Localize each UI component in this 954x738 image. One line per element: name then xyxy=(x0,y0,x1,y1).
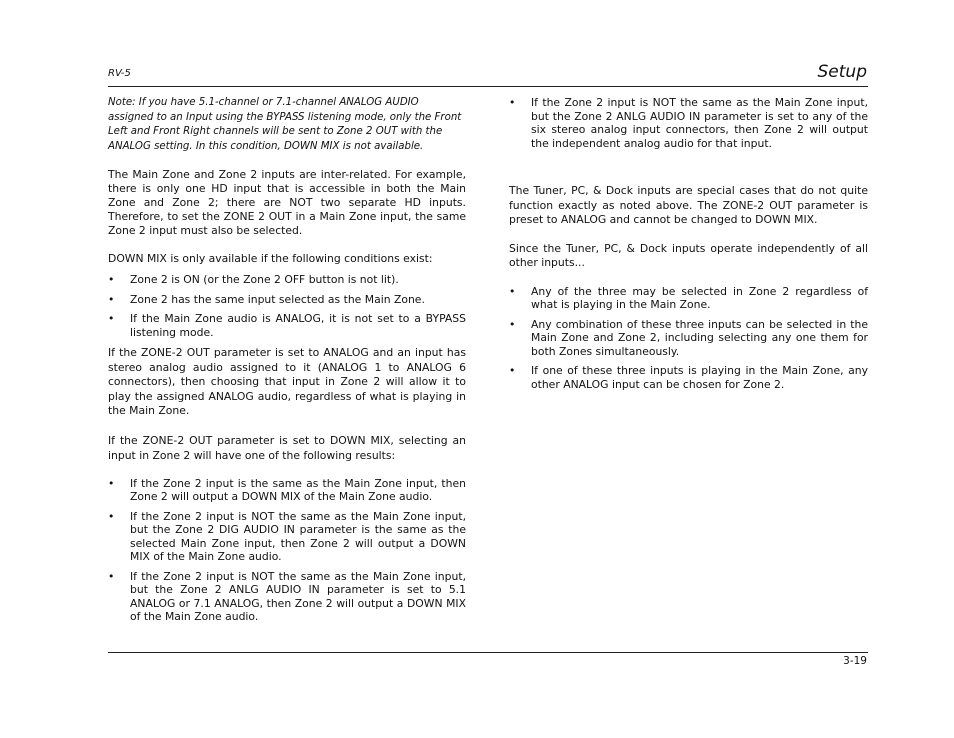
bullet-icon: • xyxy=(509,317,516,331)
list-item: • If the Zone 2 input is the same as the Main Zone input, then Zone 2 will output a DOWN MIX of the Main Zone audio. xyxy=(108,476,466,503)
bullet-icon: • xyxy=(509,96,516,109)
section-title: Setup xyxy=(817,62,867,82)
list-item: • Any of the three may be selected in Zone 2 regardless of what is playing in the Main Zone. xyxy=(509,284,868,311)
list-item: • If one of these three inputs is playing in the Main Zone, any other ANALOG input can be chosen for Zone 2. xyxy=(509,364,868,391)
downmix-conditions-list xyxy=(108,273,466,339)
list-item: • If the Main Zone audio is ANALOG, it is not set to a BYPASS listening mode. xyxy=(108,312,466,339)
bullet-icon: • xyxy=(108,273,115,286)
page-number: 3-19 xyxy=(843,655,867,667)
downmix-conditions-intro: DOWN MIX is only available if the following conditions exist: xyxy=(108,252,433,265)
list-item: • If the Zone 2 input is NOT the same as the Main Zone input, but the Zone 2 ANLG AUDIO IN parameter is set to 5.1 ANALOG or 7.1 ANALOG, then Zone 2 will output a DOWN MIX of the Main Zone audio. xyxy=(108,569,466,623)
manual-model-label: RV-5 xyxy=(108,68,131,79)
bullet-icon: • xyxy=(108,509,115,523)
list-item: • Any combination of these three inputs can be selected in the Main Zone and Zone 2, including selecting any one them for both Zones simultaneously. xyxy=(509,317,868,358)
list-item: • Zone 2 is ON (or the Zone 2 OFF button is not lit). xyxy=(108,273,399,286)
independent-inputs-paragraph: Since the Tuner, PC, & Dock inputs operate independently of all other inputs... xyxy=(509,241,868,269)
downmix-results-list xyxy=(108,477,466,624)
downmix-results-continued-list xyxy=(509,96,868,150)
analog-paragraph: If the ZONE-2 OUT parameter is set to ANALOG and an input has stereo analog audio assigned to it (ANALOG 1 to ANALOG 6 connectors), then choosing that input in Zone 2 will allow it to play the assigned ANALOG audio, regardless of what is playing in the Main Zone. xyxy=(108,346,466,417)
list-item: • If the Zone 2 input is NOT the same as the Main Zone input, but the Zone 2 DIG AUDIO IN parameter is the same as the selected Main Zone input, then Zone 2 will output a DOWN MIX of the Main Zone audio. xyxy=(108,509,466,563)
downmix-results-intro: If the ZONE-2 OUT parameter is set to DOWN MIX, selecting an input in Zone 2 will have one of the following results: xyxy=(108,433,466,462)
right-column xyxy=(509,96,868,391)
interrelated-paragraph: The Main Zone and Zone 2 inputs are inter-related. For example, there is only one HD input that is accessible in both the Main Zone and Zone 2; there are NOT two separate HD inputs. Therefore, to set the ZONE 2 OUT in a Main Zone input, the same Zone 2 input must also be selected. xyxy=(108,168,466,237)
list-item: • If the Zone 2 input is NOT the same as the Main Zone input, but the Zone 2 ANLG AUDIO IN parameter is set to any of the six stereo analog input connectors, then Zone 2 will output the independent analog audio for that input. xyxy=(509,96,868,150)
footer-rule xyxy=(108,652,868,653)
bullet-icon: • xyxy=(509,364,516,377)
bullet-icon: • xyxy=(108,476,115,490)
bullet-icon: • xyxy=(108,569,115,583)
independent-inputs-list xyxy=(509,285,868,392)
left-column xyxy=(108,96,466,624)
header-rule xyxy=(108,86,868,87)
analog-bypass-note: Note: If you have 5.1-channel or 7.1-channel ANALOG AUDIO assigned to an Input using the BYPASS listening mode, only the Front Left and Front Right channels will be sent to Zone 2 OUT with the ANALOG setting. In this condition, DOWN MIX is not available. xyxy=(108,97,462,152)
special-cases-paragraph: The Tuner, PC, & Dock inputs are special cases that do not quite function exactly as noted above. The ZONE-2 OUT parameter is preset to ANALOG and cannot be changed to DOWN MIX. xyxy=(509,184,868,226)
bullet-icon: • xyxy=(108,312,115,325)
bullet-icon: • xyxy=(108,292,115,306)
list-item: • Zone 2 has the same input selected as the Main Zone. xyxy=(108,292,425,306)
bullet-icon: • xyxy=(509,284,516,298)
